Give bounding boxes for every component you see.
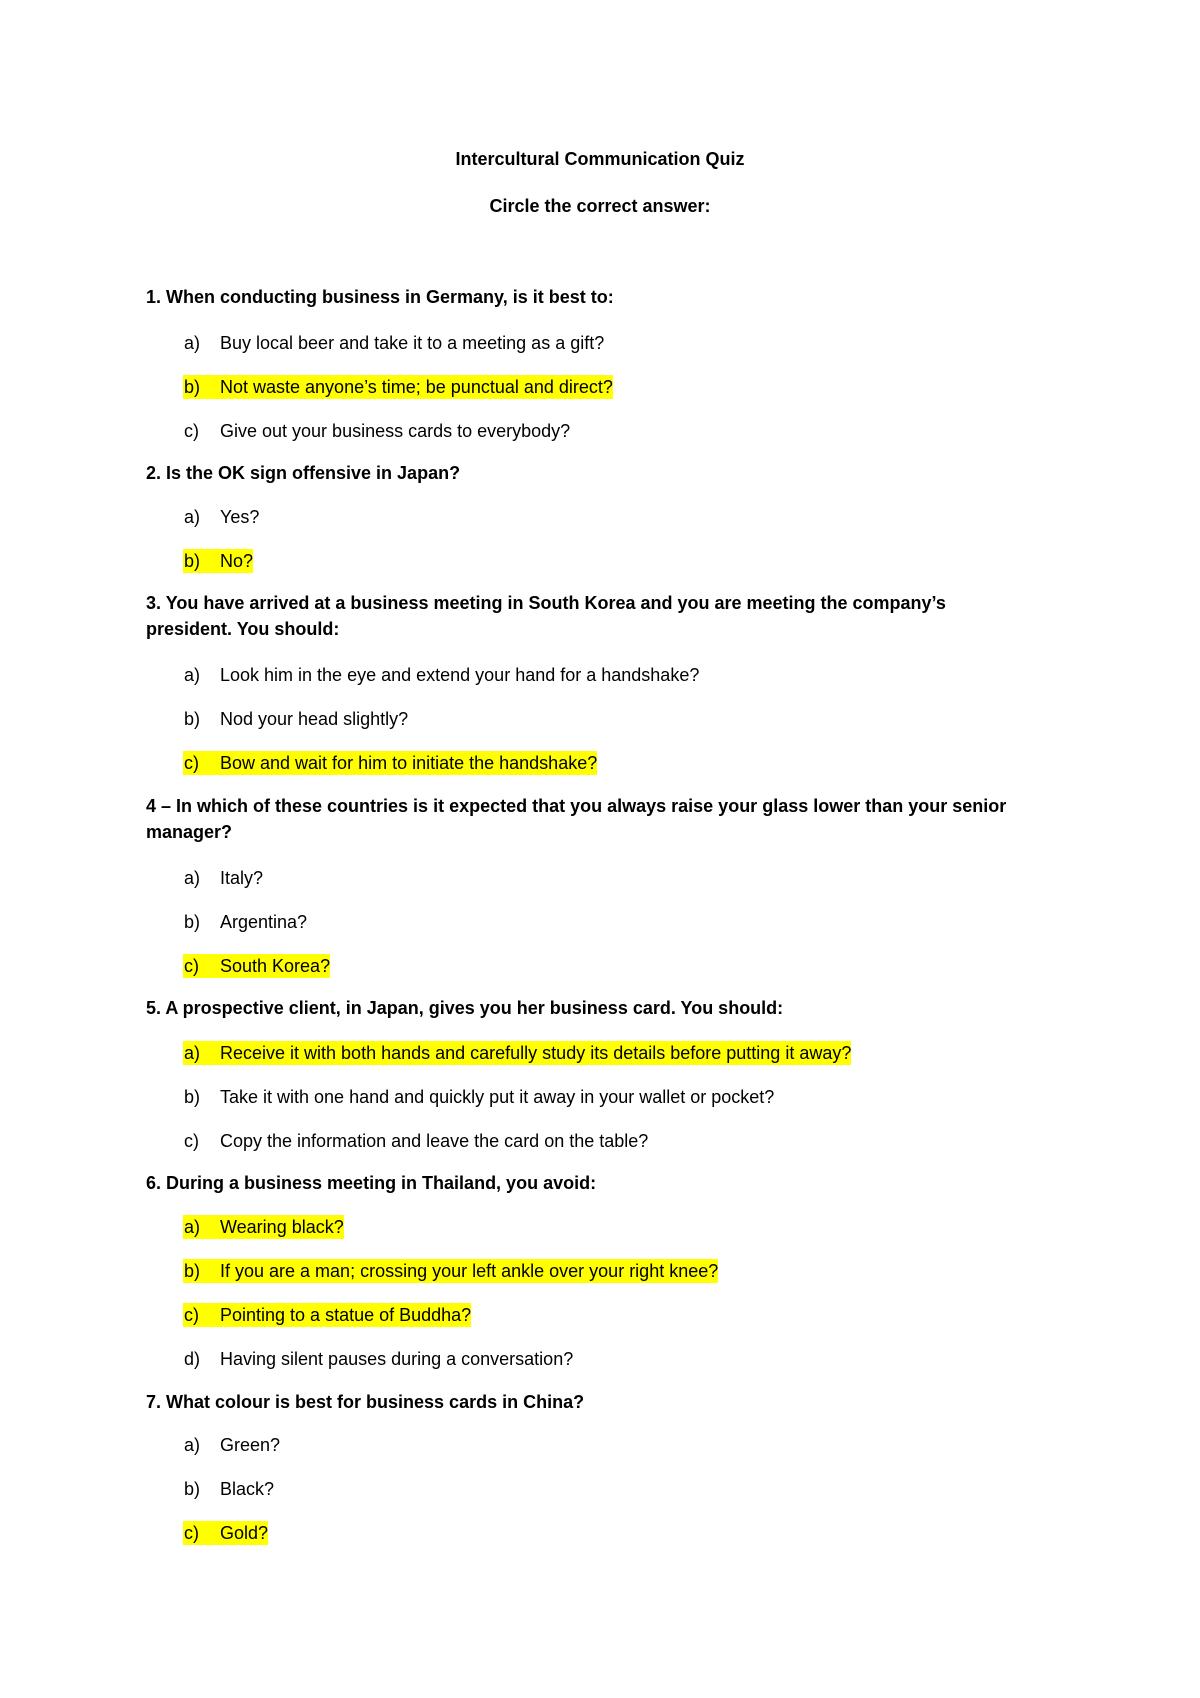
option-text: Buy local beer and take it to a meeting as a gift? xyxy=(220,333,605,353)
question-2: 2. Is the OK sign offensive in Japan? xyxy=(146,463,461,483)
option-label: c) xyxy=(184,1131,199,1151)
option-3c xyxy=(183,751,597,775)
option-label: b) xyxy=(184,551,201,571)
option-label: a) xyxy=(184,665,201,685)
option-5a xyxy=(183,1041,851,1065)
option-1b xyxy=(183,375,613,399)
option-3b xyxy=(183,707,408,731)
option-4b xyxy=(183,910,307,934)
question-1: 1. When conducting business in Germany, is it best to: xyxy=(146,287,614,307)
question-6: 6. During a business meeting in Thailand, you avoid: xyxy=(146,1173,597,1193)
option-4c xyxy=(183,954,330,978)
question-7: 7. What colour is best for business cards in China? xyxy=(146,1392,585,1412)
option-label: c) xyxy=(184,421,199,441)
option-5c xyxy=(183,1129,648,1153)
option-text: Bow and wait for him to initiate the handshake? xyxy=(220,753,598,773)
option-2a xyxy=(183,505,259,529)
option-label: a) xyxy=(184,1435,201,1455)
option-6d xyxy=(183,1347,573,1371)
option-text: Copy the information and leave the card on the table? xyxy=(220,1131,649,1151)
option-label: b) xyxy=(184,709,201,729)
option-text: Look him in the eye and extend your hand for a handshake? xyxy=(220,665,700,685)
option-label: a) xyxy=(184,507,201,527)
option-text: Take it with one hand and quickly put it away in your wallet or pocket? xyxy=(220,1087,775,1107)
option-label: d) xyxy=(184,1349,201,1369)
option-label: c) xyxy=(184,753,199,773)
option-text: Pointing to a statue of Buddha? xyxy=(220,1305,472,1325)
option-text: Black? xyxy=(220,1479,275,1499)
question-3: 3. You have arrived at a business meeting in South Korea and you are meeting the company’s president. You should: xyxy=(146,593,946,639)
option-text: Nod your head slightly? xyxy=(220,709,409,729)
option-label: b) xyxy=(184,1261,201,1281)
option-label: b) xyxy=(184,912,201,932)
option-label: a) xyxy=(184,868,201,888)
option-text: South Korea? xyxy=(220,956,331,976)
option-7a xyxy=(183,1433,280,1457)
option-label: b) xyxy=(184,1479,201,1499)
document-title: Intercultural Communication Quiz xyxy=(455,149,745,169)
option-text: Receive it with both hands and carefully study its details before putting it away? xyxy=(220,1043,852,1063)
option-label: c) xyxy=(184,1523,199,1543)
option-4a xyxy=(183,866,263,890)
option-1c xyxy=(183,419,570,443)
option-6b xyxy=(183,1259,718,1283)
option-label: b) xyxy=(184,1087,201,1107)
option-text: Yes? xyxy=(220,507,260,527)
instructions: Circle the correct answer: xyxy=(489,196,711,216)
option-text: Green? xyxy=(220,1435,281,1455)
option-label: b) xyxy=(184,377,201,397)
option-label: c) xyxy=(184,1305,199,1325)
option-text: Having silent pauses during a conversation? xyxy=(220,1349,574,1369)
option-text: Give out your business cards to everybody? xyxy=(220,421,571,441)
option-label: a) xyxy=(184,1217,201,1237)
option-label: c) xyxy=(184,956,199,976)
option-7c xyxy=(183,1521,268,1545)
option-6a xyxy=(183,1215,344,1239)
option-text: Italy? xyxy=(220,868,264,888)
question-4: 4 – In which of these countries is it expected that you always raise your glass lower than your senior manager? xyxy=(146,796,1007,842)
option-text: Argentina? xyxy=(220,912,308,932)
option-text: If you are a man; crossing your left ankle over your right knee? xyxy=(220,1261,719,1281)
option-7b xyxy=(183,1477,274,1501)
option-3a xyxy=(183,663,699,687)
option-2b xyxy=(183,549,253,573)
option-6c xyxy=(183,1303,471,1327)
option-text: Wearing black? xyxy=(220,1217,344,1237)
option-text: No? xyxy=(220,551,254,571)
option-5b xyxy=(183,1085,774,1109)
option-1a xyxy=(183,331,604,355)
option-text: Not waste anyone’s time; be punctual and direct? xyxy=(220,377,613,397)
question-5: 5. A prospective client, in Japan, gives you her business card. You should: xyxy=(146,998,784,1018)
option-label: a) xyxy=(184,333,201,353)
option-text: Gold? xyxy=(220,1523,269,1543)
option-label: a) xyxy=(184,1043,201,1063)
